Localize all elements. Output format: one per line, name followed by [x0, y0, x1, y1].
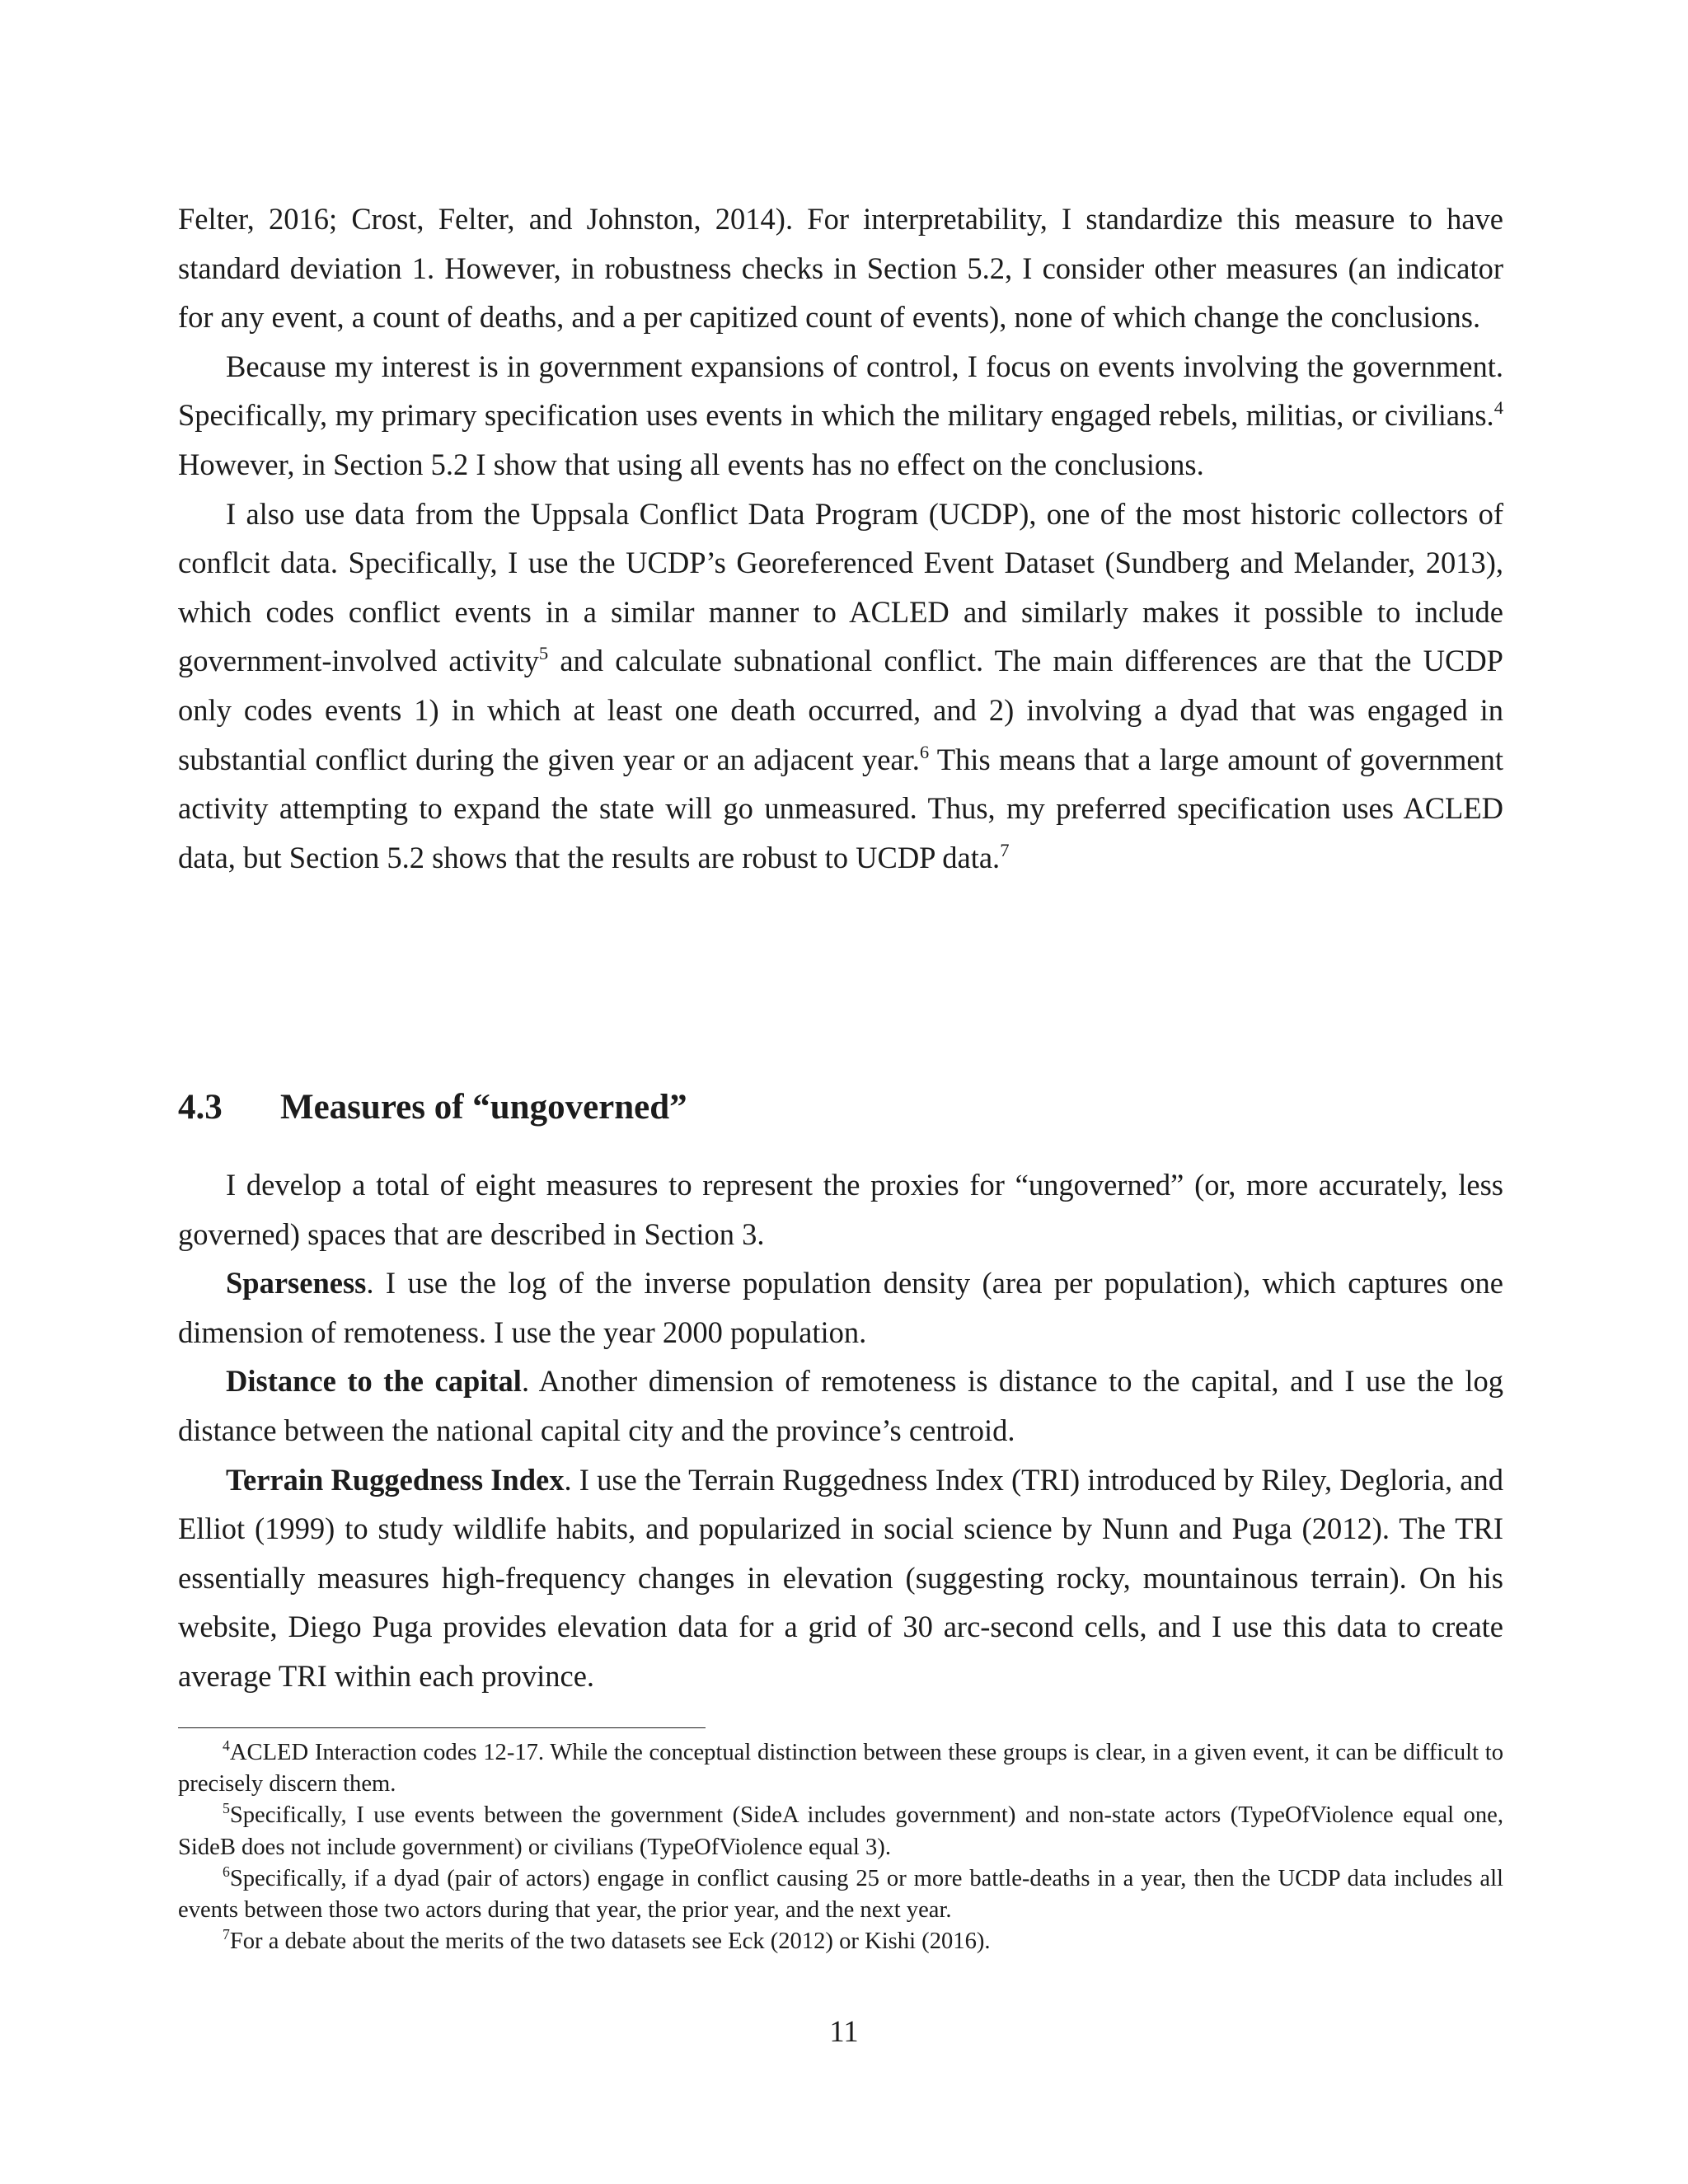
footnote-text: Specifically, if a dyad (pair of actors) engage in conflict causing 25 or more battle-deaths in a year, then the UCDP data includes all events between those two actors during that year, the prior year, and the next year.	[178, 1865, 1503, 1924]
footnote-text: ACLED Interaction codes 12-17. While the conceptual distinction between these groups is clear, in a given event, it can be difficult to precisely discern them.	[178, 1740, 1503, 1797]
footnote	[178, 1800, 1503, 1863]
footnote-ref: 4	[1493, 397, 1503, 419]
paragraph	[178, 1357, 1503, 1455]
body-text-top	[178, 194, 1503, 882]
text-run: I also use data from the Uppsala Conflict Data Program (UCDP), one of the most historic collectors of conflcit data. Specifically, I use the UCDP’s Georeferenced Event Dataset (Sundberg and Melander, 2013), which codes conflict events in a similar manner to ACLED and similarly makes it possible to include government-involved activity	[178, 496, 1503, 678]
text-run: This means that a large amount of government activity attempting to expand the state will go unmeasured. Thus, my preferred specification uses ACLED data, but Section 5.2 shows that the results are robust to UCDP data.	[178, 742, 1503, 874]
footnote-ref: 6	[919, 741, 930, 762]
text-run: . I use the log of the inverse population density (area per population), which captures one dimension of remoteness. I use the year 2000 population.	[178, 1266, 1503, 1349]
text-run: . Another dimension of remoteness is distance to the capital, and I use the log distance between the national capital city and the province’s centroid.	[178, 1364, 1503, 1447]
section-title: Measures of “ungoverned”	[280, 1088, 687, 1127]
footnote-text: For a debate about the merits of the two datasets see Eck (2012) or Kishi (2016).	[229, 1929, 991, 1955]
footnote-text: Specifically, I use events between the government (SideA includes government) and non-state actors (TypeOfViolence equal one, SideB does not include government) or civilians (TypeOfViolence equal 3).	[178, 1802, 1503, 1860]
section-number: 4.3	[178, 1088, 223, 1127]
footnote-mark: 6	[223, 1863, 230, 1880]
paragraph	[178, 1160, 1503, 1258]
text-run: Felter, 2016; Crost, Felter, and Johnston, 2014). For interpretability, I standardize this measure to have standard deviation 1. However, in robustness checks in Section 5.2, I consider other measures (an indicator for any event, a count of deaths, and a per capitized count of events), none of which change the conclusions.	[178, 202, 1503, 335]
text-run: . I use the Terrain Ruggedness Index (TRI) introduced by Riley, Degloria, and Elliot (1999) to study wildlife habits, and popularized in social science by Nunn and Puga (2012). The TRI essentially measures high-frequency changes in elevation (suggesting rocky, mountainous terrain). On his website, Diego Puga provides elevation data for a grid of 30 arc-second cells, and I use this data to create average TRI within each province.	[178, 1462, 1503, 1693]
section-heading	[178, 1083, 1503, 1132]
page-number: 11	[829, 2014, 859, 2048]
text-run: However, in Section 5.2 I show that using all events has no effect on the conclusions.	[178, 447, 1204, 481]
text-run: Because my interest is in government expansions of control, I focus on events involving the government. Specifically, my primary specification uses events in which the military engaged rebels, militias, or civilians.	[178, 349, 1503, 433]
paragraph	[178, 1258, 1503, 1357]
footnote-rule	[178, 1727, 706, 1728]
footnote	[178, 1926, 1503, 1957]
text-run: I develop a total of eight measures to represent the proxies for “ungoverned” (or, more accurately, less governed) spaces that are described in Section 3.	[178, 1168, 1503, 1251]
footnote	[178, 1737, 1503, 1800]
footnote	[178, 1863, 1503, 1926]
footnote-mark: 7	[223, 1926, 230, 1943]
footnote-ref: 7	[1000, 839, 1010, 860]
run-in-heading: Sparseness	[226, 1266, 367, 1301]
footnote-ref: 5	[538, 643, 549, 664]
footnote-mark: 5	[223, 1800, 230, 1817]
footnote-mark: 4	[223, 1737, 230, 1755]
footnotes	[178, 1737, 1503, 1957]
body-text-bottom	[178, 1160, 1503, 1701]
text-run: and calculate subnational conflict. The main differences are that the UCDP only codes events 1) in which at least one death occurred, and 2) involving a dyad that was engaged in substantial conflict during the given year or an adjacent year.	[178, 644, 1503, 776]
run-in-heading: Terrain Ruggedness Index	[226, 1462, 565, 1497]
paragraph	[178, 194, 1503, 342]
paragraph	[178, 1455, 1503, 1701]
paragraph	[178, 342, 1503, 490]
run-in-heading: Distance to the capital	[226, 1364, 522, 1399]
paragraph	[178, 490, 1503, 883]
